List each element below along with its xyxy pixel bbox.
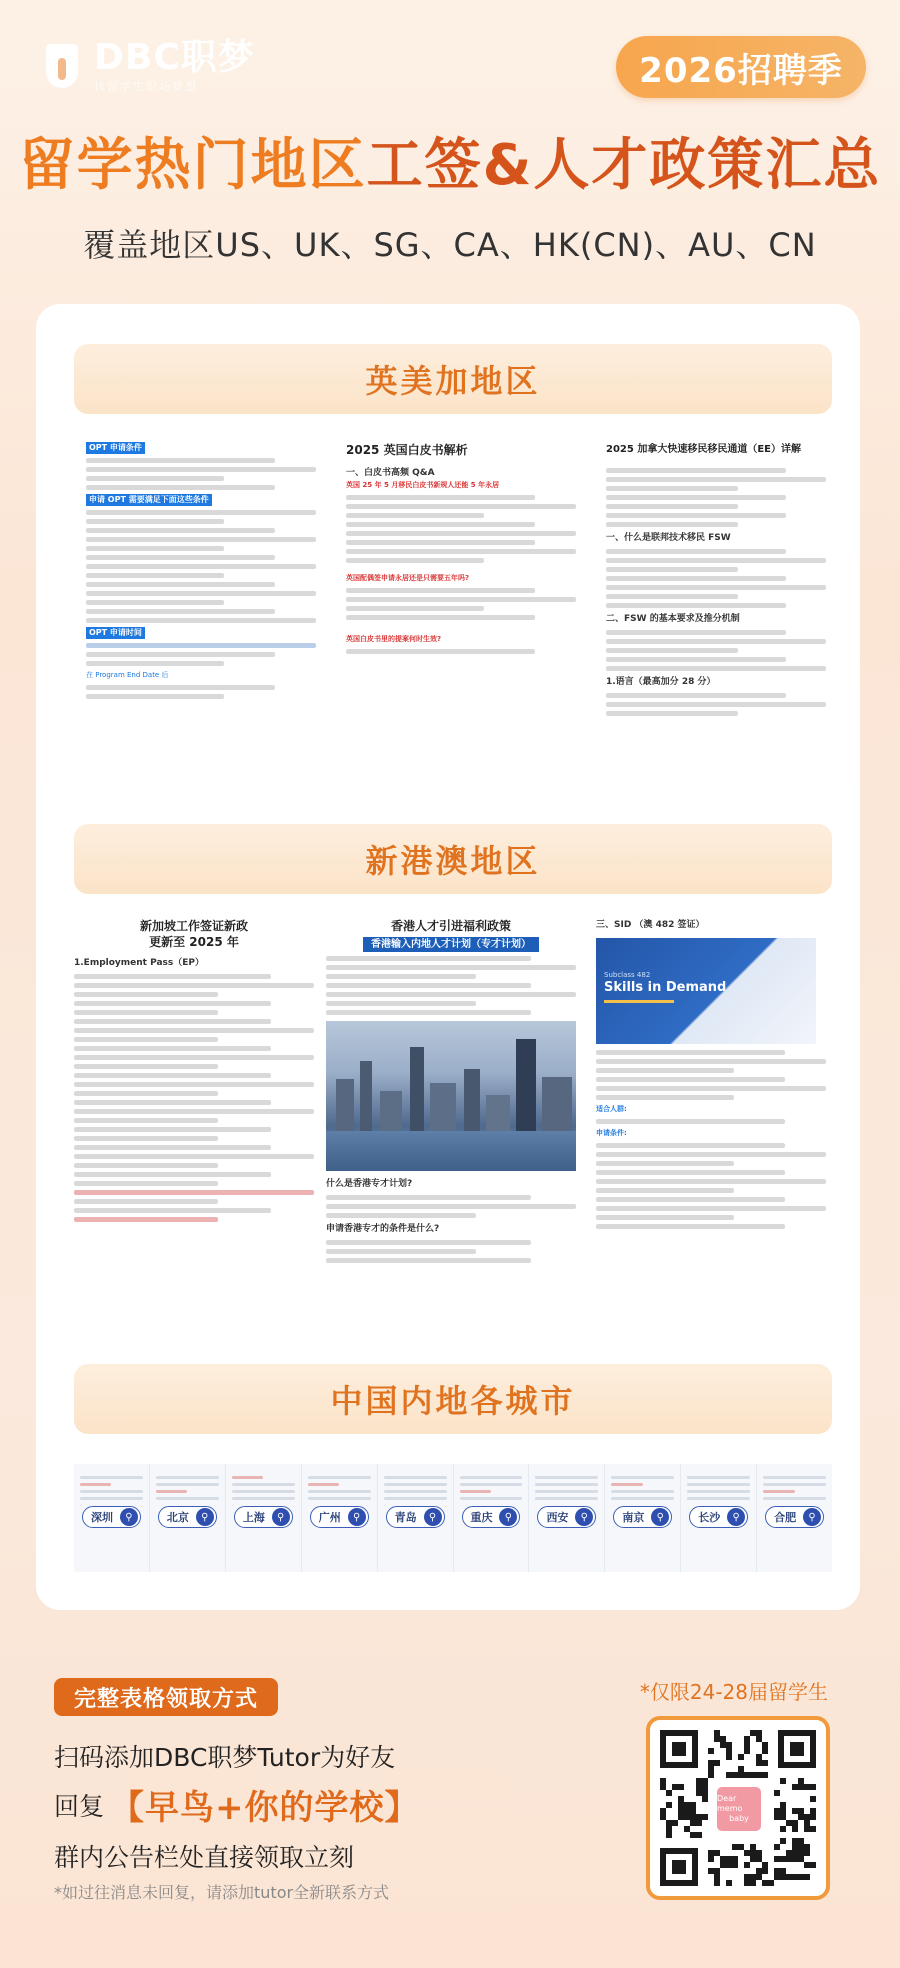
qr-module — [792, 1826, 798, 1832]
doc-heading: 申请 OPT 需要满足下面这些条件 — [86, 494, 212, 506]
city-label: 深圳 — [91, 1511, 113, 1524]
qr-logo-text: baby — [729, 1814, 749, 1823]
qr-module — [702, 1814, 708, 1820]
qr-module — [762, 1868, 768, 1874]
qr-code[interactable] — [646, 1716, 830, 1900]
doc-section: 二、FSW 的基本要求及推分机制 — [606, 614, 740, 624]
doc-preview-australia-sid — [596, 918, 826, 1318]
qr-module — [726, 1754, 732, 1760]
reply-prefix: 回复 — [54, 1791, 105, 1821]
brand-tagline: 找留学生职场梦想 — [94, 80, 198, 93]
doc-highlight: 在 Program End Date 后 — [86, 671, 169, 679]
city-tiles — [74, 1464, 832, 1572]
reply-instruction — [54, 1780, 420, 1829]
qr-module — [804, 1874, 810, 1880]
doc-preview-canada-ee — [606, 442, 826, 782]
reply-keyword: 【早鸟+你的学校】 — [110, 1788, 420, 1828]
city-label: 重庆 — [470, 1511, 493, 1524]
qr-logo-text: Dear memo — [717, 1794, 743, 1813]
doc-section: 三、SID （澳 482 签证） — [596, 920, 705, 930]
doc-label: 申请条件: — [596, 1129, 627, 1137]
doc-question: 什么是香港专才计划? — [326, 1179, 413, 1189]
qr-finder-top-right — [778, 1730, 816, 1768]
doc-preview-hong-kong — [326, 918, 576, 1318]
doc-section: 一、白皮书高频 Q&A — [346, 468, 435, 478]
doc-question: 英国白皮书里的提案何时生效? — [346, 635, 442, 643]
city-label: 广州 — [318, 1511, 341, 1524]
search-icon: ⚲ — [575, 1508, 593, 1526]
doc-section: 1.Employment Pass（EP） — [74, 958, 204, 968]
doc-heading: OPT 申请时间 — [86, 627, 145, 639]
season-badge: 2026招聘季 — [616, 36, 866, 98]
qr-module — [810, 1826, 816, 1832]
scan-instruction: 扫码添加DBC职梦Tutor为好友 — [54, 1743, 396, 1772]
eligibility-note: *仅限24-28届留学生 — [639, 1680, 828, 1704]
doc-preview-uk-white-paper — [346, 442, 576, 782]
qr-module — [750, 1880, 756, 1886]
group-instruction: 群内公告栏处直接领取立刻 — [54, 1843, 355, 1872]
city-label: 青岛 — [394, 1511, 417, 1524]
city-tile-beijing[interactable] — [150, 1464, 226, 1572]
footnote: *如过往消息未回复，请添加tutor全新联系方式 — [54, 1883, 390, 1902]
skills-in-demand-banner — [596, 938, 816, 1044]
qr-module — [774, 1844, 780, 1850]
search-icon: ⚲ — [348, 1508, 366, 1526]
city-tile-changsha[interactable] — [681, 1464, 757, 1572]
qr-module — [738, 1754, 744, 1760]
qr-module — [708, 1856, 714, 1862]
qr-finder-bottom-left — [660, 1848, 698, 1886]
qr-module — [672, 1820, 678, 1826]
qr-module — [762, 1748, 768, 1754]
city-label: 北京 — [166, 1511, 189, 1524]
qr-module — [708, 1772, 714, 1778]
qr-module — [726, 1880, 732, 1886]
title-part-1: 留学热门地区 — [18, 133, 367, 198]
search-icon: ⚲ — [272, 1508, 290, 1526]
doc-question: 英国配偶签申请永居还是只需要五年吗? — [346, 574, 470, 582]
city-label: 南京 — [622, 1511, 645, 1524]
qr-module — [780, 1778, 786, 1784]
doc-preview-singapore — [74, 918, 314, 1318]
doc-label: 适合人群: — [596, 1105, 627, 1113]
city-tile-hefei[interactable] — [757, 1464, 832, 1572]
search-icon: ⚲ — [803, 1508, 821, 1526]
qr-module — [666, 1790, 672, 1796]
doc-title: 新加坡工作签证新政 — [139, 919, 248, 933]
banner-title: Skills in Demand — [604, 980, 727, 995]
title-part-2: 工签&人才政策汇总 — [366, 133, 882, 198]
section-title-us-uk-ca: 英美加地区 — [74, 344, 832, 414]
qr-module — [780, 1826, 786, 1832]
pen-logo-icon — [38, 40, 86, 92]
qr-module — [762, 1760, 768, 1766]
qr-finder-top-left — [660, 1730, 698, 1768]
qr-module — [810, 1784, 816, 1790]
qr-module — [762, 1772, 768, 1778]
content-card — [36, 304, 860, 1610]
qr-module — [696, 1820, 702, 1826]
hong-kong-harbor-photo — [326, 1021, 576, 1171]
doc-heading: OPT 申请条件 — [86, 442, 145, 454]
qr-module — [696, 1832, 702, 1838]
doc-section: 1.语言（最高加分 28 分） — [606, 677, 716, 687]
qr-module — [666, 1832, 672, 1838]
city-tile-xian[interactable] — [529, 1464, 605, 1572]
page-title — [0, 128, 900, 204]
qr-module — [780, 1838, 786, 1844]
doc-title: 2025 加拿大快速移民移民通道（EE）详解 — [606, 444, 801, 455]
doc-question: 申请香港专才的条件是什么? — [326, 1224, 440, 1234]
qr-module — [774, 1790, 780, 1796]
city-label: 上海 — [242, 1511, 265, 1524]
city-tile-shenzhen[interactable] — [74, 1464, 150, 1572]
search-icon: ⚲ — [424, 1508, 442, 1526]
search-icon: ⚲ — [651, 1508, 669, 1526]
qr-module — [810, 1814, 816, 1820]
doc-subtitle: 更新至 2025 年 — [149, 935, 239, 949]
qr-module — [714, 1760, 720, 1766]
brand-name: DBC职梦 — [94, 37, 255, 78]
search-icon: ⚲ — [499, 1508, 517, 1526]
city-tile-nanjing[interactable] — [605, 1464, 681, 1572]
qr-center-logo — [714, 1784, 764, 1834]
qr-module — [744, 1748, 750, 1754]
coverage-subtitle: 覆盖地区US、UK、SG、CA、HK(CN)、AU、CN — [83, 226, 817, 264]
qr-module — [768, 1880, 774, 1886]
city-tile-qingdao[interactable] — [378, 1464, 454, 1572]
section-title-cn: 中国内地各城市 — [74, 1364, 832, 1434]
city-tile-chongqing[interactable] — [454, 1464, 530, 1572]
doc-section: 一、什么是联邦技术移民 FSW — [606, 533, 731, 543]
brand-logo — [38, 38, 255, 94]
qr-module — [744, 1862, 750, 1868]
qr-module — [714, 1880, 720, 1886]
city-tile-shanghai[interactable] — [226, 1464, 302, 1572]
qr-module — [678, 1784, 684, 1790]
qr-module — [708, 1748, 714, 1754]
city-label: 西安 — [546, 1511, 569, 1524]
search-icon: ⚲ — [120, 1508, 138, 1526]
search-icon: ⚲ — [727, 1508, 745, 1526]
qr-module — [810, 1796, 816, 1802]
doc-title: 2025 英国白皮书解析 — [346, 443, 468, 457]
doc-title: 香港人才引进福利政策 — [390, 919, 511, 933]
qr-module — [702, 1796, 708, 1802]
city-label: 长沙 — [698, 1511, 721, 1524]
search-icon: ⚲ — [196, 1508, 214, 1526]
city-tile-guangzhou[interactable] — [302, 1464, 378, 1572]
qr-module — [732, 1862, 738, 1868]
qr-module — [804, 1850, 810, 1856]
claim-method-badge: 完整表格领取方式 — [54, 1678, 278, 1716]
doc-question: 英国 25 年 5 月移民白皮书新规人还能 5 年永居 — [346, 481, 500, 489]
doc-subtitle: 香港输入内地人才计划（专才计划） — [363, 937, 539, 952]
qr-module — [810, 1862, 816, 1868]
city-label: 合肥 — [774, 1511, 797, 1524]
qr-module — [666, 1802, 672, 1808]
banner-subclass: Subclass 482 — [604, 971, 651, 979]
doc-preview-opt — [86, 442, 316, 782]
section-title-sg-hk-au: 新港澳地区 — [74, 824, 832, 894]
